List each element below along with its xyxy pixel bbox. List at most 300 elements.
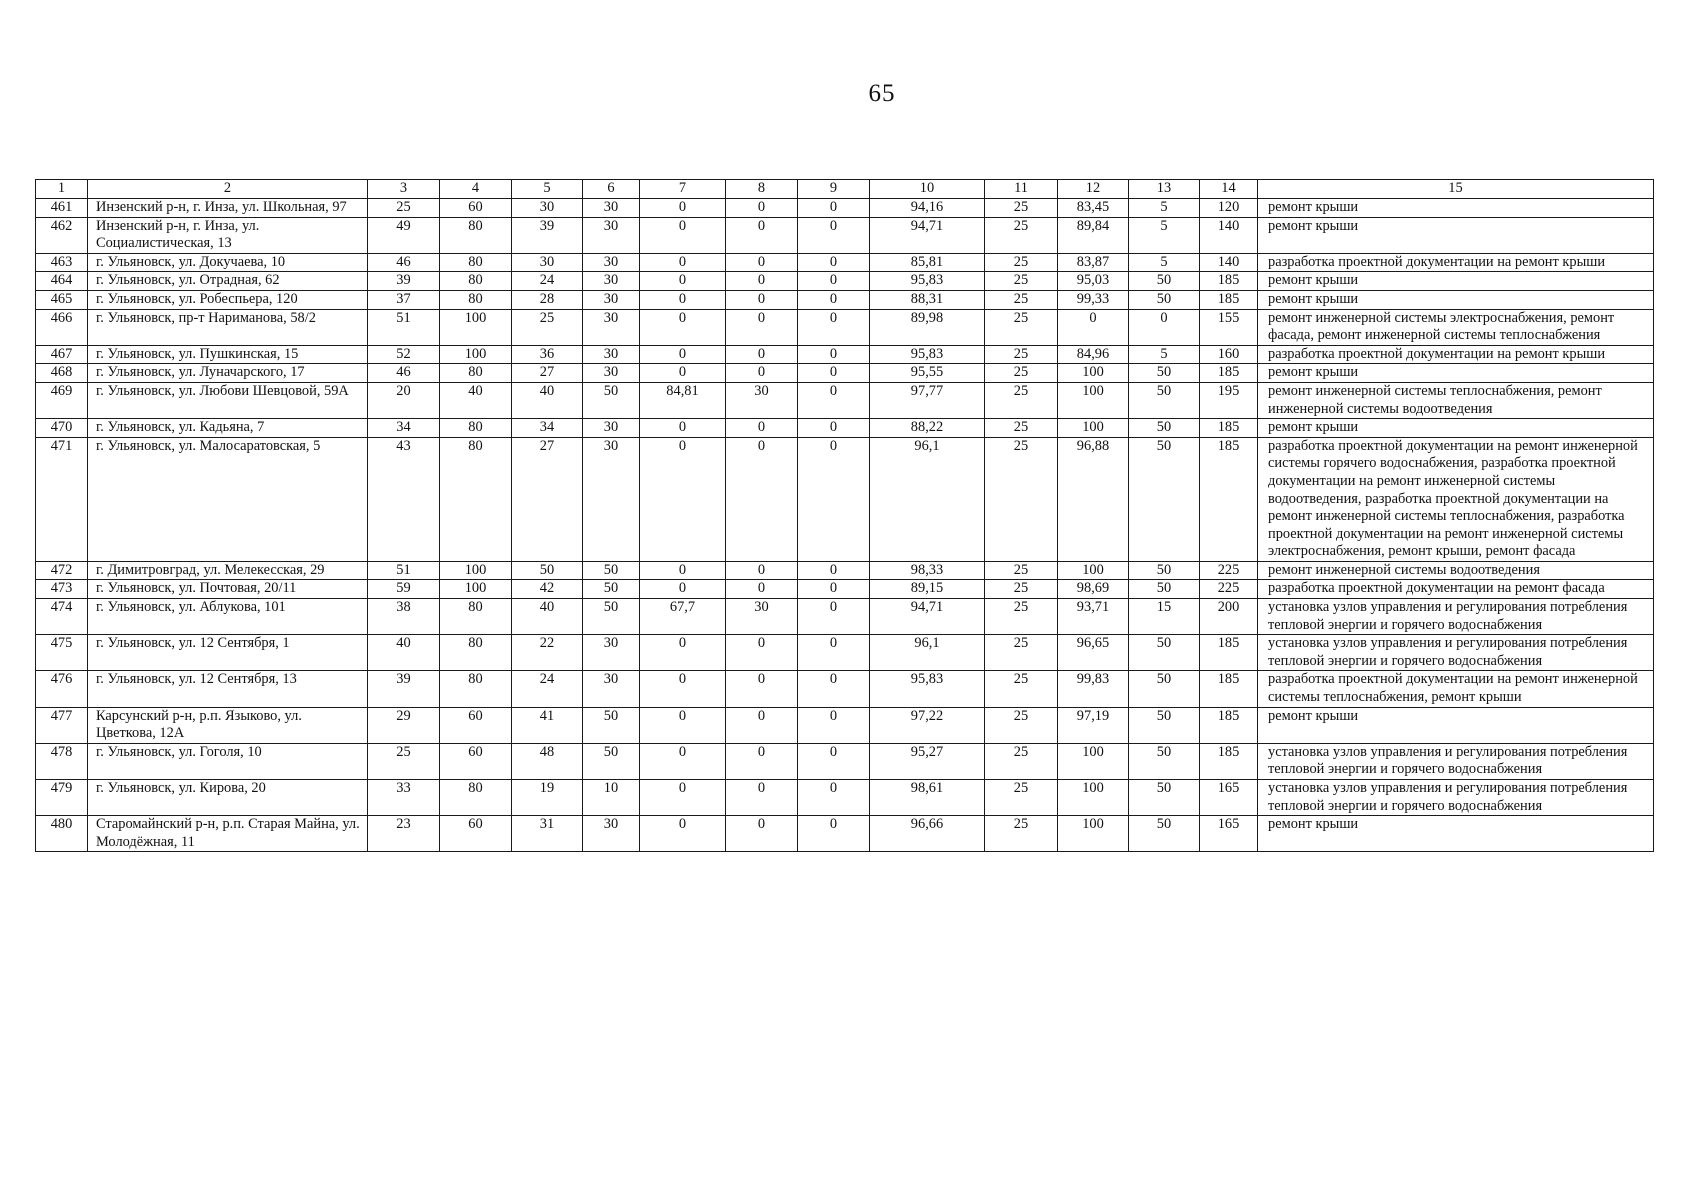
- value-cell: 10: [583, 780, 640, 816]
- table-row: [36, 345, 1654, 364]
- total-score-cell: 200: [1200, 599, 1258, 635]
- value-cell: 0: [726, 437, 798, 561]
- value-cell: 25: [985, 253, 1058, 272]
- value-cell: 41: [512, 707, 583, 743]
- value-cell: 50: [1129, 382, 1200, 418]
- value-cell: 25: [985, 635, 1058, 671]
- row-number-cell: 478: [36, 743, 88, 779]
- value-cell: 97,22: [870, 707, 985, 743]
- value-cell: 89,84: [1058, 217, 1129, 253]
- column-number: 7: [640, 180, 726, 199]
- value-cell: 94,71: [870, 217, 985, 253]
- value-cell: 39: [512, 217, 583, 253]
- value-cell: 39: [368, 272, 440, 291]
- value-cell: 100: [1058, 743, 1129, 779]
- address-cell: г. Ульяновск, ул. Докучаева, 10: [88, 253, 368, 272]
- table-row: [36, 199, 1654, 218]
- value-cell: 25: [985, 816, 1058, 852]
- value-cell: 83,45: [1058, 199, 1129, 218]
- value-cell: 34: [512, 419, 583, 438]
- address-cell: Инзенский р-н, г. Инза, ул. Школьная, 97: [88, 199, 368, 218]
- value-cell: 0: [726, 345, 798, 364]
- table-row: [36, 217, 1654, 253]
- value-cell: 0: [640, 199, 726, 218]
- value-cell: 100: [440, 561, 512, 580]
- value-cell: 15: [1129, 599, 1200, 635]
- value-cell: 0: [640, 253, 726, 272]
- column-number: 13: [1129, 180, 1200, 199]
- value-cell: 25: [985, 345, 1058, 364]
- row-number-cell: 468: [36, 364, 88, 383]
- value-cell: 0: [640, 816, 726, 852]
- value-cell: 96,65: [1058, 635, 1129, 671]
- value-cell: 0: [640, 561, 726, 580]
- total-score-cell: 155: [1200, 309, 1258, 345]
- total-score-cell: 225: [1200, 561, 1258, 580]
- value-cell: 5: [1129, 199, 1200, 218]
- row-number-cell: 465: [36, 290, 88, 309]
- column-number: 2: [88, 180, 368, 199]
- value-cell: 89,98: [870, 309, 985, 345]
- value-cell: 59: [368, 580, 440, 599]
- value-cell: 0: [798, 743, 870, 779]
- value-cell: 25: [985, 364, 1058, 383]
- column-number: 12: [1058, 180, 1129, 199]
- value-cell: 40: [368, 635, 440, 671]
- value-cell: 25: [985, 290, 1058, 309]
- row-number-cell: 475: [36, 635, 88, 671]
- table-row: [36, 253, 1654, 272]
- value-cell: 25: [985, 561, 1058, 580]
- value-cell: 0: [640, 217, 726, 253]
- value-cell: 20: [368, 382, 440, 418]
- value-cell: 85,81: [870, 253, 985, 272]
- table-row: [36, 707, 1654, 743]
- value-cell: 98,61: [870, 780, 985, 816]
- work-type-cell: установка узлов управления и регулирования потребления тепловой энергии и горячего водоснабжения: [1258, 743, 1654, 779]
- value-cell: 25: [985, 671, 1058, 707]
- column-number: 8: [726, 180, 798, 199]
- total-score-cell: 185: [1200, 272, 1258, 291]
- value-cell: 29: [368, 707, 440, 743]
- table-row: [36, 671, 1654, 707]
- value-cell: 96,88: [1058, 437, 1129, 561]
- value-cell: 50: [583, 599, 640, 635]
- value-cell: 100: [1058, 816, 1129, 852]
- address-cell: г. Ульяновск, ул. Отрадная, 62: [88, 272, 368, 291]
- total-score-cell: 185: [1200, 437, 1258, 561]
- value-cell: 50: [1129, 743, 1200, 779]
- value-cell: 0: [798, 345, 870, 364]
- value-cell: 50: [1129, 816, 1200, 852]
- value-cell: 96,1: [870, 635, 985, 671]
- table-row: [36, 599, 1654, 635]
- value-cell: 0: [726, 364, 798, 383]
- row-number-cell: 479: [36, 780, 88, 816]
- value-cell: 24: [512, 671, 583, 707]
- value-cell: 0: [726, 253, 798, 272]
- value-cell: 100: [440, 345, 512, 364]
- address-cell: г. Ульяновск, ул. Пушкинская, 15: [88, 345, 368, 364]
- value-cell: 40: [512, 382, 583, 418]
- value-cell: 0: [798, 437, 870, 561]
- address-cell: г. Ульяновск, ул. Луначарского, 17: [88, 364, 368, 383]
- value-cell: 25: [512, 309, 583, 345]
- total-score-cell: 225: [1200, 580, 1258, 599]
- value-cell: 30: [583, 437, 640, 561]
- value-cell: 43: [368, 437, 440, 561]
- value-cell: 95,83: [870, 272, 985, 291]
- value-cell: 0: [640, 364, 726, 383]
- value-cell: 100: [1058, 364, 1129, 383]
- address-cell: г. Ульяновск, ул. Кирова, 20: [88, 780, 368, 816]
- value-cell: 0: [640, 437, 726, 561]
- value-cell: 0: [798, 419, 870, 438]
- value-cell: 50: [1129, 707, 1200, 743]
- total-score-cell: 185: [1200, 743, 1258, 779]
- value-cell: 30: [583, 309, 640, 345]
- row-number-cell: 466: [36, 309, 88, 345]
- value-cell: 97,19: [1058, 707, 1129, 743]
- value-cell: 94,71: [870, 599, 985, 635]
- table-row: [36, 382, 1654, 418]
- value-cell: 80: [440, 272, 512, 291]
- value-cell: 31: [512, 816, 583, 852]
- value-cell: 30: [583, 345, 640, 364]
- value-cell: 80: [440, 290, 512, 309]
- value-cell: 25: [985, 743, 1058, 779]
- table-row: [36, 364, 1654, 383]
- value-cell: 95,83: [870, 671, 985, 707]
- value-cell: 0: [726, 635, 798, 671]
- address-cell: г. Ульяновск, ул. Робеспьера, 120: [88, 290, 368, 309]
- value-cell: 0: [726, 816, 798, 852]
- address-cell: г. Ульяновск, пр-т Нариманова, 58/2: [88, 309, 368, 345]
- row-number-cell: 469: [36, 382, 88, 418]
- address-cell: Карсунский р-н, р.п. Языково, ул. Цветкова, 12А: [88, 707, 368, 743]
- row-number-cell: 473: [36, 580, 88, 599]
- value-cell: 0: [726, 707, 798, 743]
- value-cell: 30: [583, 272, 640, 291]
- row-number-cell: 474: [36, 599, 88, 635]
- value-cell: 30: [726, 599, 798, 635]
- value-cell: 25: [985, 217, 1058, 253]
- value-cell: 0: [640, 743, 726, 779]
- value-cell: 0: [726, 217, 798, 253]
- value-cell: 34: [368, 419, 440, 438]
- value-cell: 30: [583, 816, 640, 852]
- table-row: [36, 816, 1654, 852]
- table-row: [36, 780, 1654, 816]
- value-cell: 80: [440, 437, 512, 561]
- work-type-cell: ремонт крыши: [1258, 290, 1654, 309]
- value-cell: 30: [583, 199, 640, 218]
- column-number: 1: [36, 180, 88, 199]
- value-cell: 96,66: [870, 816, 985, 852]
- value-cell: 50: [1129, 580, 1200, 599]
- value-cell: 19: [512, 780, 583, 816]
- total-score-cell: 160: [1200, 345, 1258, 364]
- work-type-cell: ремонт крыши: [1258, 199, 1654, 218]
- value-cell: 30: [512, 199, 583, 218]
- table-row: [36, 437, 1654, 561]
- value-cell: 30: [583, 364, 640, 383]
- value-cell: 28: [512, 290, 583, 309]
- value-cell: 25: [985, 707, 1058, 743]
- value-cell: 0: [798, 364, 870, 383]
- value-cell: 25: [985, 780, 1058, 816]
- value-cell: 0: [798, 599, 870, 635]
- value-cell: 50: [1129, 561, 1200, 580]
- value-cell: 25: [985, 309, 1058, 345]
- value-cell: 0: [798, 671, 870, 707]
- value-cell: 25: [985, 382, 1058, 418]
- value-cell: 5: [1129, 253, 1200, 272]
- value-cell: 98,33: [870, 561, 985, 580]
- row-number-cell: 470: [36, 419, 88, 438]
- work-type-cell: ремонт инженерной системы водоотведения: [1258, 561, 1654, 580]
- value-cell: 50: [1129, 671, 1200, 707]
- value-cell: 0: [798, 561, 870, 580]
- column-number: 9: [798, 180, 870, 199]
- value-cell: 84,96: [1058, 345, 1129, 364]
- value-cell: 0: [798, 290, 870, 309]
- value-cell: 100: [1058, 780, 1129, 816]
- value-cell: 50: [1129, 272, 1200, 291]
- total-score-cell: 185: [1200, 364, 1258, 383]
- value-cell: 60: [440, 743, 512, 779]
- value-cell: 88,22: [870, 419, 985, 438]
- address-cell: г. Ульяновск, ул. Гоголя, 10: [88, 743, 368, 779]
- value-cell: 30: [512, 253, 583, 272]
- value-cell: 50: [1129, 419, 1200, 438]
- value-cell: 0: [798, 780, 870, 816]
- value-cell: 0: [726, 290, 798, 309]
- value-cell: 0: [640, 580, 726, 599]
- value-cell: 25: [368, 199, 440, 218]
- row-number-cell: 477: [36, 707, 88, 743]
- value-cell: 89,15: [870, 580, 985, 599]
- total-score-cell: 185: [1200, 290, 1258, 309]
- value-cell: 50: [1129, 437, 1200, 561]
- value-cell: 0: [640, 419, 726, 438]
- row-number-cell: 472: [36, 561, 88, 580]
- value-cell: 80: [440, 599, 512, 635]
- total-score-cell: 120: [1200, 199, 1258, 218]
- value-cell: 5: [1129, 345, 1200, 364]
- total-score-cell: 185: [1200, 671, 1258, 707]
- value-cell: 80: [440, 671, 512, 707]
- address-cell: г. Ульяновск, ул. Малосаратовская, 5: [88, 437, 368, 561]
- value-cell: 0: [726, 309, 798, 345]
- work-type-cell: установка узлов управления и регулирования потребления тепловой энергии и горячего водоснабжения: [1258, 780, 1654, 816]
- value-cell: 0: [726, 743, 798, 779]
- value-cell: 99,33: [1058, 290, 1129, 309]
- value-cell: 0: [798, 816, 870, 852]
- value-cell: 50: [583, 561, 640, 580]
- value-cell: 30: [583, 253, 640, 272]
- column-number: 5: [512, 180, 583, 199]
- value-cell: 0: [726, 419, 798, 438]
- value-cell: 52: [368, 345, 440, 364]
- value-cell: 95,83: [870, 345, 985, 364]
- value-cell: 23: [368, 816, 440, 852]
- value-cell: 0: [798, 707, 870, 743]
- value-cell: 0: [798, 309, 870, 345]
- value-cell: 37: [368, 290, 440, 309]
- value-cell: 100: [1058, 561, 1129, 580]
- value-cell: 0: [798, 199, 870, 218]
- value-cell: 0: [640, 345, 726, 364]
- total-score-cell: 185: [1200, 419, 1258, 438]
- value-cell: 80: [440, 780, 512, 816]
- value-cell: 42: [512, 580, 583, 599]
- column-number-row: [36, 180, 1654, 199]
- value-cell: 30: [726, 382, 798, 418]
- work-type-cell: разработка проектной документации на ремонт фасада: [1258, 580, 1654, 599]
- value-cell: 51: [368, 561, 440, 580]
- address-cell: г. Ульяновск, ул. Кадьяна, 7: [88, 419, 368, 438]
- value-cell: 60: [440, 199, 512, 218]
- value-cell: 27: [512, 364, 583, 383]
- value-cell: 0: [798, 217, 870, 253]
- table-row: [36, 419, 1654, 438]
- value-cell: 5: [1129, 217, 1200, 253]
- value-cell: 50: [1129, 364, 1200, 383]
- value-cell: 0: [640, 290, 726, 309]
- address-cell: г. Ульяновск, ул. 12 Сентября, 13: [88, 671, 368, 707]
- table-row: [36, 635, 1654, 671]
- value-cell: 99,83: [1058, 671, 1129, 707]
- total-score-cell: 195: [1200, 382, 1258, 418]
- row-number-cell: 476: [36, 671, 88, 707]
- value-cell: 33: [368, 780, 440, 816]
- value-cell: 50: [1129, 635, 1200, 671]
- row-number-cell: 464: [36, 272, 88, 291]
- row-number-cell: 467: [36, 345, 88, 364]
- value-cell: 83,87: [1058, 253, 1129, 272]
- table-row: [36, 309, 1654, 345]
- total-score-cell: 165: [1200, 816, 1258, 852]
- priority-register-table: [35, 179, 1654, 852]
- work-type-cell: разработка проектной документации на ремонт инженерной системы горячего водоснабжения, разработка проектной документации на ремонт инженерной системы водоотведения, разработка проектной документации на ремонт инженерной системы теплоснабжения, разработка проектной документации на ремонт инженерной системы электроснабжения, ремонт крыши, ремонт фасада: [1258, 437, 1654, 561]
- value-cell: 95,03: [1058, 272, 1129, 291]
- value-cell: 50: [1129, 780, 1200, 816]
- value-cell: 0: [1058, 309, 1129, 345]
- value-cell: 98,69: [1058, 580, 1129, 599]
- column-number: 14: [1200, 180, 1258, 199]
- work-type-cell: разработка проектной документации на ремонт крыши: [1258, 253, 1654, 272]
- value-cell: 67,7: [640, 599, 726, 635]
- value-cell: 0: [726, 272, 798, 291]
- address-cell: г. Ульяновск, ул. Почтовая, 20/11: [88, 580, 368, 599]
- value-cell: 95,55: [870, 364, 985, 383]
- table-row: [36, 272, 1654, 291]
- value-cell: 50: [1129, 290, 1200, 309]
- value-cell: 0: [640, 635, 726, 671]
- value-cell: 80: [440, 419, 512, 438]
- value-cell: 49: [368, 217, 440, 253]
- value-cell: 97,77: [870, 382, 985, 418]
- value-cell: 36: [512, 345, 583, 364]
- work-type-cell: разработка проектной документации на ремонт инженерной системы теплоснабжения, ремонт крыши: [1258, 671, 1654, 707]
- value-cell: 46: [368, 253, 440, 272]
- value-cell: 93,71: [1058, 599, 1129, 635]
- value-cell: 80: [440, 635, 512, 671]
- value-cell: 96,1: [870, 437, 985, 561]
- table-row: [36, 580, 1654, 599]
- value-cell: 0: [640, 309, 726, 345]
- work-type-cell: установка узлов управления и регулирования потребления тепловой энергии и горячего водоснабжения: [1258, 599, 1654, 635]
- column-number: 3: [368, 180, 440, 199]
- value-cell: 0: [798, 635, 870, 671]
- value-cell: 0: [726, 561, 798, 580]
- value-cell: 22: [512, 635, 583, 671]
- value-cell: 0: [640, 671, 726, 707]
- value-cell: 100: [1058, 382, 1129, 418]
- work-type-cell: ремонт инженерной системы теплоснабжения, ремонт инженерной системы водоотведения: [1258, 382, 1654, 418]
- work-type-cell: разработка проектной документации на ремонт крыши: [1258, 345, 1654, 364]
- column-number: 15: [1258, 180, 1654, 199]
- address-cell: г. Димитровград, ул. Мелекесская, 29: [88, 561, 368, 580]
- value-cell: 80: [440, 253, 512, 272]
- value-cell: 100: [440, 309, 512, 345]
- value-cell: 27: [512, 437, 583, 561]
- row-number-cell: 461: [36, 199, 88, 218]
- value-cell: 0: [1129, 309, 1200, 345]
- column-number: 11: [985, 180, 1058, 199]
- work-type-cell: ремонт крыши: [1258, 816, 1654, 852]
- address-cell: г. Ульяновск, ул. 12 Сентября, 1: [88, 635, 368, 671]
- address-cell: Инзенский р-н, г. Инза, ул. Социалистическая, 13: [88, 217, 368, 253]
- value-cell: 0: [726, 780, 798, 816]
- value-cell: 100: [1058, 419, 1129, 438]
- work-type-cell: ремонт инженерной системы электроснабжения, ремонт фасада, ремонт инженерной системы теплоснабжения: [1258, 309, 1654, 345]
- value-cell: 0: [726, 671, 798, 707]
- value-cell: 30: [583, 419, 640, 438]
- row-number-cell: 463: [36, 253, 88, 272]
- total-score-cell: 185: [1200, 707, 1258, 743]
- value-cell: 50: [583, 382, 640, 418]
- value-cell: 95,27: [870, 743, 985, 779]
- work-type-cell: ремонт крыши: [1258, 419, 1654, 438]
- row-number-cell: 480: [36, 816, 88, 852]
- value-cell: 25: [368, 743, 440, 779]
- work-type-cell: ремонт крыши: [1258, 364, 1654, 383]
- value-cell: 51: [368, 309, 440, 345]
- value-cell: 30: [583, 635, 640, 671]
- column-number: 6: [583, 180, 640, 199]
- value-cell: 25: [985, 419, 1058, 438]
- page-number: 65: [868, 80, 896, 107]
- work-type-cell: ремонт крыши: [1258, 217, 1654, 253]
- value-cell: 48: [512, 743, 583, 779]
- value-cell: 0: [798, 253, 870, 272]
- value-cell: 0: [640, 780, 726, 816]
- table-body: [36, 199, 1654, 852]
- table-row: [36, 561, 1654, 580]
- value-cell: 25: [985, 272, 1058, 291]
- value-cell: 60: [440, 707, 512, 743]
- column-number: 10: [870, 180, 985, 199]
- value-cell: 50: [583, 743, 640, 779]
- value-cell: 40: [440, 382, 512, 418]
- value-cell: 30: [583, 671, 640, 707]
- row-number-cell: 471: [36, 437, 88, 561]
- value-cell: 46: [368, 364, 440, 383]
- value-cell: 0: [726, 199, 798, 218]
- value-cell: 0: [640, 272, 726, 291]
